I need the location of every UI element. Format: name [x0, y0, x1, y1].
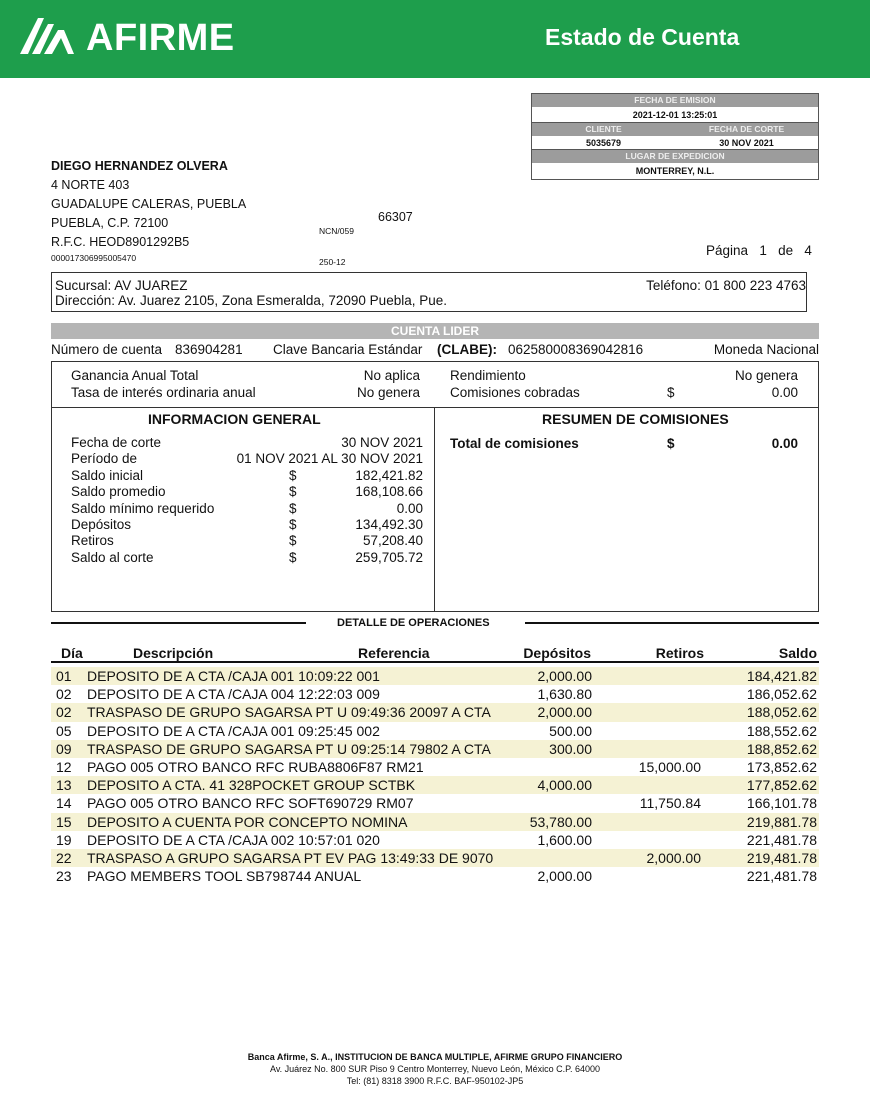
info-currency: $	[289, 549, 297, 565]
info-general-row	[71, 517, 423, 533]
branch-telefono: Teléfono: 01 800 223 4763	[646, 278, 806, 293]
lugar-expedicion-value: MONTERREY, N.L.	[532, 163, 818, 179]
tasa-label: Tasa de interés ordinaria anual	[71, 385, 256, 400]
cell-saldo: 221,481.78	[746, 868, 817, 885]
cell-saldo: 188,552.62	[746, 722, 817, 739]
info-label: Período de	[71, 451, 138, 467]
cell-dia: 14	[56, 795, 72, 812]
cell-deposito: 2,000.00	[537, 704, 592, 721]
comisiones-label: Comisiones cobradas	[450, 385, 580, 400]
col-descripcion: Descripción	[133, 645, 214, 661]
info-currency: $	[289, 467, 297, 483]
route-code: 250-12	[319, 257, 346, 267]
cell-descripcion: TRASPASO A GRUPO SAGARSA PT EV PAG 13:49:33 DE 9070	[87, 849, 494, 866]
info-general-row	[71, 468, 423, 484]
cell-retiro: 11,750.84	[639, 795, 701, 812]
cell-dia: 02	[56, 704, 72, 721]
operations-title: DETALLE DE OPERACIONES	[337, 617, 490, 629]
afirme-logo-icon	[18, 14, 76, 56]
cell-saldo: 219,481.78	[746, 849, 817, 866]
customer-address-line2: GUADALUPE CALERAS, PUEBLA	[51, 197, 247, 211]
info-general-list	[71, 435, 423, 566]
account-number-label: Número de cuenta	[51, 342, 163, 357]
cell-saldo: 188,852.62	[746, 740, 817, 757]
info-value: 168,108.66	[355, 484, 423, 500]
total-comisiones-currency: $	[667, 436, 675, 451]
cell-descripcion: DEPOSITO DE A CTA /CAJA 002 10:57:01 020	[87, 831, 380, 848]
info-general-title: INFORMACION GENERAL	[148, 411, 321, 427]
total-comisiones-label: Total de comisiones	[450, 436, 579, 451]
cell-saldo: 186,052.62	[746, 686, 817, 703]
cell-descripcion: DEPOSITO A CTA. 41 328POCKET GROUP SCTBK	[87, 777, 416, 794]
customer-rfc: R.F.C. HEOD8901292B5	[51, 235, 190, 249]
cell-descripcion: TRASPASO DE GRUPO SAGARSA PT U 09:49:36 20097 A CTA	[87, 704, 491, 721]
page-label: Página	[706, 243, 749, 258]
footer-address: Av. Juárez No. 800 SUR Piso 9 Centro Monterrey, Nuevo León, México C.P. 64000	[269, 1064, 600, 1074]
cell-dia: 01	[56, 668, 72, 684]
col-depositos: Depósitos	[523, 645, 591, 661]
info-general-row	[71, 533, 423, 549]
statement-info-box	[531, 93, 819, 180]
info-general-row	[71, 501, 423, 517]
info-currency: $	[289, 516, 297, 532]
table-row	[51, 831, 819, 849]
page-indicator	[706, 243, 812, 258]
cell-descripcion: PAGO 005 OTRO BANCO RFC RUBA8806F87 RM21	[87, 758, 424, 775]
cell-deposito: 1,630.80	[537, 686, 592, 703]
info-value: 182,421.82	[355, 467, 423, 483]
cell-dia: 02	[56, 686, 72, 703]
fecha-corte-value: 30 NOV 2021	[719, 138, 774, 148]
cell-dia: 22	[56, 849, 72, 866]
cell-deposito: 500.00	[549, 722, 592, 739]
cell-saldo: 184,421.82	[746, 668, 817, 684]
comisiones-currency: $	[667, 385, 675, 400]
cell-deposito: 2,000.00	[537, 668, 592, 684]
ganancia-value: No aplica	[363, 368, 420, 383]
total-comisiones-value: 0.00	[771, 436, 798, 451]
page-current: 1	[759, 243, 767, 258]
cell-descripcion: DEPOSITO DE A CTA /CAJA 001 09:25:45 002	[87, 722, 380, 739]
cell-saldo: 219,881.78	[746, 813, 817, 830]
table-row	[51, 703, 819, 721]
customer-name: DIEGO HERNANDEZ OLVERA	[51, 159, 228, 173]
table-row	[51, 849, 819, 867]
summary-divider	[52, 407, 818, 408]
cell-deposito: 300.00	[549, 740, 592, 757]
cell-dia: 13	[56, 777, 72, 794]
info-value: 57,208.40	[362, 533, 423, 549]
info-label: Retiros	[71, 533, 114, 549]
col-referencia: Referencia	[358, 645, 430, 661]
footer-contact: Tel: (81) 8318 3900 R.F.C. BAF-950102-JP5	[346, 1076, 524, 1086]
cell-dia: 15	[56, 813, 72, 830]
cell-dia: 12	[56, 758, 72, 775]
branch-sucursal: Sucursal: AV JUAREZ	[55, 278, 188, 293]
resumen-comisiones-title: RESUMEN DE COMISIONES	[542, 411, 729, 427]
branch-direccion: Dirección: Av. Juarez 2105, Zona Esmeralda, 72090 Puebla, Pue.	[55, 293, 447, 308]
info-value: 0.00	[396, 500, 423, 516]
cell-retiro: 2,000.00	[646, 849, 701, 866]
operations-table-header	[51, 644, 819, 663]
comisiones-value: 0.00	[771, 385, 798, 400]
col-dia: Día	[61, 645, 83, 661]
table-row	[51, 794, 819, 812]
info-general-row	[71, 451, 423, 467]
col-saldo: Saldo	[778, 645, 817, 661]
info-value: 01 NOV 2021 AL 30 NOV 2021	[236, 451, 423, 467]
cell-saldo: 177,852.62	[746, 777, 817, 794]
info-label: Saldo promedio	[71, 484, 166, 500]
cell-deposito: 4,000.00	[537, 777, 592, 794]
summary-column-divider	[434, 407, 435, 611]
info-label: Saldo inicial	[71, 467, 144, 483]
page-of: de	[778, 243, 794, 258]
cell-deposito: 53,780.00	[529, 813, 592, 830]
clabe-label: Clave Bancaria Estándar	[273, 342, 423, 357]
cell-deposito: 2,000.00	[537, 868, 592, 885]
info-general-row	[71, 550, 423, 566]
rendimiento-value: No genera	[734, 368, 798, 383]
clabe-bold-label: (CLABE):	[437, 342, 497, 357]
cell-descripcion: DEPOSITO DE A CTA /CAJA 001 10:09:22 001	[87, 668, 380, 684]
col-retiros: Retiros	[655, 645, 704, 661]
table-row	[51, 758, 819, 776]
lugar-expedicion-label: LUGAR DE EXPEDICION	[532, 150, 818, 163]
info-general-row	[71, 435, 423, 451]
fecha-corte-label: FECHA DE CORTE	[708, 124, 785, 134]
footer-bank-name: Banca Afirme, S. A., INSTITUCION DE BANCA MULTIPLE, AFIRME GRUPO FINANCIERO	[247, 1052, 623, 1062]
cell-descripcion: DEPOSITO A CUENTA POR CONCEPTO NOMINA	[87, 813, 408, 830]
rendimiento-label: Rendimiento	[450, 368, 526, 383]
mail-code: 66307	[378, 210, 413, 224]
account-type-bar: CUENTA LIDER	[51, 323, 819, 339]
tasa-value: No genera	[356, 385, 420, 400]
table-row	[51, 740, 819, 758]
customer-address-line3: PUEBLA, C.P. 72100	[51, 216, 169, 230]
table-row	[51, 813, 819, 831]
info-value: 134,492.30	[355, 516, 423, 532]
account-summary-box	[51, 361, 819, 612]
table-row	[51, 722, 819, 740]
cell-saldo: 188,052.62	[746, 704, 817, 721]
info-label: Saldo mínimo requerido	[71, 500, 215, 516]
cell-descripcion: PAGO 005 OTRO BANCO RFC SOFT690729 RM07	[87, 795, 414, 812]
operations-rule-right	[525, 622, 819, 624]
page-total: 4	[804, 243, 812, 258]
ganancia-label: Ganancia Anual Total	[71, 368, 199, 383]
cell-deposito: 1,600.00	[537, 831, 592, 848]
operations-table-body	[51, 667, 819, 885]
fecha-emision-value: 2021-12-01 13:25:01	[532, 107, 818, 123]
cell-dia: 05	[56, 722, 72, 739]
info-general-row	[71, 484, 423, 500]
info-value: 30 NOV 2021	[341, 435, 423, 450]
info-value: 259,705.72	[355, 549, 423, 565]
clabe-number: 062580008369042816	[508, 342, 644, 357]
cell-descripcion: TRASPASO DE GRUPO SAGARSA PT U 09:25:14 79802 A CTA	[87, 740, 491, 757]
logo-text: AFIRME	[86, 17, 235, 59]
customer-address-line1: 4 NORTE 403	[51, 178, 130, 192]
cell-dia: 09	[56, 740, 72, 757]
table-row	[51, 776, 819, 794]
document-title: Estado de Cuenta	[545, 24, 740, 50]
currency-type: Moneda Nacional	[713, 342, 819, 357]
customer-reference-number: 000017306995005470	[51, 253, 137, 263]
operations-rule-left	[51, 622, 306, 624]
cell-saldo: 166,101.78	[746, 795, 817, 812]
table-row	[51, 867, 819, 885]
table-row	[51, 685, 819, 703]
account-number: 836904281	[175, 342, 243, 357]
info-currency: $	[289, 533, 297, 549]
cell-dia: 23	[56, 868, 72, 885]
fecha-emision-label: FECHA DE EMISION	[532, 94, 818, 107]
table-row	[51, 667, 819, 685]
cell-descripcion: DEPOSITO DE A CTA /CAJA 004 12:22:03 009	[87, 686, 380, 703]
cell-retiro: 15,000.00	[638, 758, 701, 775]
info-currency: $	[289, 500, 297, 516]
cell-dia: 19	[56, 831, 72, 848]
info-label: Fecha de corte	[71, 435, 162, 450]
cell-saldo: 221,481.78	[746, 831, 817, 848]
ncn-code: NCN/059	[319, 226, 354, 236]
cliente-label: CLIENTE	[585, 124, 622, 134]
header-bar	[0, 0, 870, 78]
cliente-value: 5035679	[585, 138, 622, 148]
branch-info-box	[51, 272, 807, 312]
info-currency: $	[289, 484, 297, 500]
cell-descripcion: PAGO MEMBERS TOOL SB798744 ANUAL	[87, 868, 362, 885]
footer	[0, 1051, 870, 1087]
cell-saldo: 173,852.62	[746, 758, 817, 775]
info-label: Saldo al corte	[71, 549, 154, 565]
info-label: Depósitos	[71, 516, 132, 532]
